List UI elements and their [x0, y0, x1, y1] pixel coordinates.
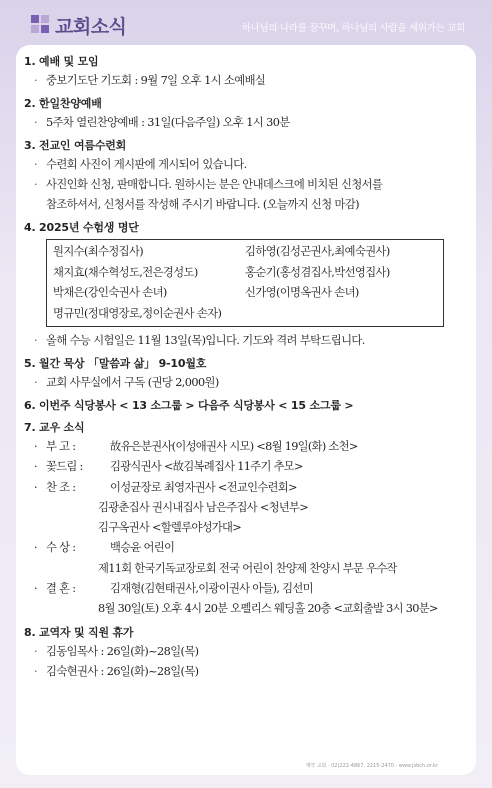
student-name: 원지수(최수정집사)	[53, 245, 144, 258]
section-title: 8. 교역자 및 직원 휴가	[24, 625, 134, 639]
table-row	[53, 263, 437, 284]
student-name: 박채은(강인숙권사 손녀)	[53, 286, 167, 299]
list-item: · 올해 수능 시험일은 11월 13일(목)입니다. 기도와 격려 부탁드립니다.	[34, 334, 365, 347]
news-label: 결 혼 :	[46, 582, 76, 596]
list-item: · 김숙현권사 : 26일(화)~28일(목)	[34, 664, 199, 678]
student-name: 홍순기(홍성겸집사,박선영집사)	[245, 265, 390, 279]
list-item: · 찬 조 : 이성균장로 최영자권사 <전교인수련회>	[24, 478, 468, 498]
section-title: 7. 교우 소식	[24, 421, 85, 434]
list-item: · 수 상 : 백승윤 어린이	[24, 538, 468, 558]
section-retreat	[24, 137, 468, 215]
student-name: 명규민(정대영장로,정이순권사 손자)	[53, 306, 222, 320]
list-item: · 김동임목사 : 26일(화)~28일(목)	[34, 644, 199, 658]
news-label: 수 상 :	[46, 541, 76, 555]
section-staff-vacation	[24, 624, 468, 682]
section-title: 3. 전교인 여름수련회	[24, 139, 127, 152]
list-item: · 5주차 열린찬양예배 : 31일(다음주일) 오후 1시 30분	[34, 116, 290, 129]
church-motto: 하나님의 나라를 꿈꾸며, 하나님의 사람을 세워가는 교회	[241, 23, 465, 34]
section-worship	[24, 53, 468, 91]
section-students	[24, 219, 468, 351]
student-name: 채지효(채수혁성도,전은경성도)	[53, 265, 198, 279]
list-item: · 중보기도단 기도회 : 9월 7일 오후 1시 소예배실	[34, 74, 266, 87]
list-item: · 교회 사무실에서 구독 (권당 2,000원)	[34, 376, 219, 389]
section-devotional	[24, 355, 468, 393]
student-list-box	[46, 239, 444, 327]
section-title: 2. 한일찬양예배	[24, 97, 102, 110]
section-member-news	[24, 419, 468, 620]
news-label: 찬 조 :	[46, 480, 76, 494]
list-item-continued: 김구옥권사 <할렐루야성가대>	[98, 521, 241, 535]
table-row	[53, 283, 437, 304]
list-item: · 결 혼 : 김재형(김현태권사,이광이권사 아들), 김선미	[24, 579, 468, 599]
list-item-continued: 제11회 한국기독교장로회 전국 어린이 찬양제 찬양시 부문 우수작	[98, 561, 397, 575]
student-name: 신가영(이명옥권사 손녀)	[245, 286, 359, 299]
news-label: 꽃드림 :	[46, 460, 83, 474]
church-logo-icon	[31, 15, 49, 33]
page-title: 교회소식	[55, 16, 127, 38]
section-title: 5. 월간 묵상 「말씀과 삶」 9-10월호	[24, 357, 207, 370]
news-label: 부 고 :	[46, 440, 76, 453]
table-row	[53, 304, 437, 325]
news-card	[16, 45, 476, 775]
header	[0, 0, 492, 42]
list-item: · 부 고 : 故유은분권사(이성애권사 시모) <8월 19일(화) 소천>	[24, 437, 468, 457]
list-item: · 꽃드림 : 김광식권사 <故김복례집사 11주기 추모>	[24, 457, 468, 477]
student-name	[245, 304, 437, 325]
student-name: 김하영(김성곤권사,최예숙권사)	[245, 245, 390, 258]
list-item: · 사진인화 신청, 판매합니다. 원하시는 분은 안내데스크에 비치된 신청서를	[34, 178, 383, 191]
list-item-continued: 김광춘집사 권시내집사 남은주집사 <청년부>	[98, 500, 309, 514]
list-item: · 수련회 사진이 게시판에 게시되어 있습니다.	[34, 158, 247, 171]
section-title: 1. 예배 및 모임	[24, 55, 99, 68]
section-title: 4. 2025년 수험생 명단	[24, 221, 139, 234]
list-item-continued: 8월 30일(토) 오후 4시 20분 오펠리스 웨딩홀 20층 <교회출발 3시 30분>	[98, 602, 438, 616]
section-kitchen	[24, 397, 468, 415]
table-row	[53, 242, 437, 263]
footer-contact: 계약 교회 · 02)222-4867, 2215-2470 · www.jsbch.or.kr	[305, 763, 438, 769]
section-praise	[24, 95, 468, 133]
list-item-continued: 참조하셔서, 신청서를 작성해 주시기 바랍니다. (오늘까지 신청 마감)	[46, 198, 359, 211]
section-title: 6. 이번주 식당봉사 < 13 소그룹 > 다음주 식당봉사 < 15 소그룹 >	[24, 399, 354, 412]
